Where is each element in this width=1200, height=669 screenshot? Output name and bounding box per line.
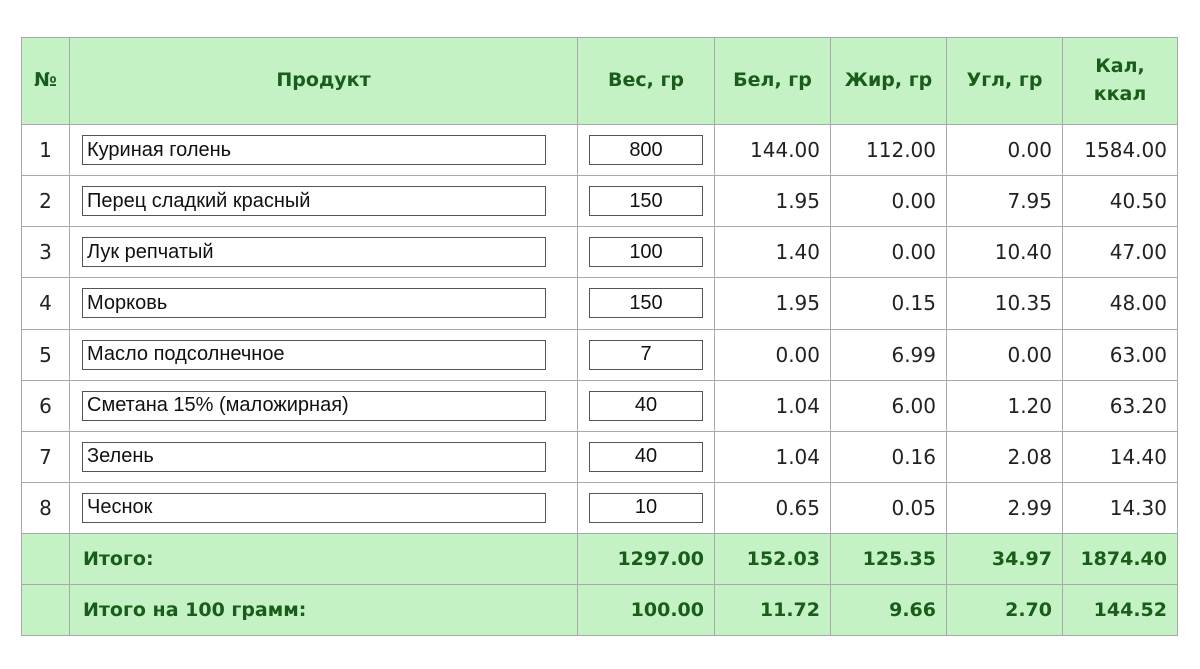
carbs-value: 7.95 bbox=[947, 176, 1063, 227]
calories-value: 48.00 bbox=[1063, 278, 1178, 329]
carbs-value: 2.08 bbox=[947, 431, 1063, 482]
row-number: 1 bbox=[22, 125, 70, 176]
header-protein: Бел, гр bbox=[715, 38, 831, 125]
protein-value: 1.04 bbox=[715, 380, 831, 431]
calories-value: 63.20 bbox=[1063, 380, 1178, 431]
product-name-input[interactable]: Сметана 15% (маложирная) bbox=[82, 391, 546, 421]
per100-weight: 100.00 bbox=[578, 585, 715, 636]
fat-value: 112.00 bbox=[831, 125, 947, 176]
table-row bbox=[22, 278, 1178, 329]
fat-value: 0.15 bbox=[831, 278, 947, 329]
protein-value: 1.04 bbox=[715, 431, 831, 482]
calories-value: 14.30 bbox=[1063, 482, 1178, 533]
table-row bbox=[22, 329, 1178, 380]
fat-value: 0.16 bbox=[831, 431, 947, 482]
fat-value: 0.00 bbox=[831, 176, 947, 227]
carbs-value: 1.20 bbox=[947, 380, 1063, 431]
row-number: 6 bbox=[22, 380, 70, 431]
per100-row bbox=[22, 585, 1178, 636]
weight-input[interactable]: 800 bbox=[589, 135, 703, 165]
carbs-value: 0.00 bbox=[947, 125, 1063, 176]
fat-value: 0.00 bbox=[831, 227, 947, 278]
fat-value: 6.00 bbox=[831, 380, 947, 431]
product-name-input[interactable]: Перец сладкий красный bbox=[82, 186, 546, 216]
product-name-input[interactable]: Зелень bbox=[82, 442, 546, 472]
header-carbs: Угл, гр bbox=[947, 38, 1063, 125]
total-row bbox=[22, 534, 1178, 585]
protein-value: 0.65 bbox=[715, 482, 831, 533]
total-calories: 1874.40 bbox=[1063, 534, 1178, 585]
weight-input[interactable]: 7 bbox=[589, 340, 703, 370]
header-weight: Вес, гр bbox=[578, 38, 715, 125]
row-number: 4 bbox=[22, 278, 70, 329]
header-num: № bbox=[22, 38, 70, 125]
row-number: 3 bbox=[22, 227, 70, 278]
protein-value: 144.00 bbox=[715, 125, 831, 176]
row-number: 5 bbox=[22, 329, 70, 380]
per100-carbs: 2.70 bbox=[947, 585, 1063, 636]
table-row bbox=[22, 125, 1178, 176]
calories-value: 14.40 bbox=[1063, 431, 1178, 482]
total-protein: 152.03 bbox=[715, 534, 831, 585]
nutrition-table bbox=[21, 37, 1178, 636]
header-calories bbox=[1063, 38, 1178, 125]
header-calories-line1: Кал, bbox=[1095, 55, 1145, 78]
header-row bbox=[22, 38, 1178, 125]
table-row bbox=[22, 227, 1178, 278]
row-number: 7 bbox=[22, 431, 70, 482]
header-calories-line2: ккал bbox=[1093, 83, 1147, 105]
product-name-input[interactable]: Морковь bbox=[82, 288, 546, 318]
calories-value: 47.00 bbox=[1063, 227, 1178, 278]
per100-calories: 144.52 bbox=[1063, 585, 1178, 636]
protein-value: 0.00 bbox=[715, 329, 831, 380]
weight-input[interactable]: 150 bbox=[589, 288, 703, 318]
total-weight: 1297.00 bbox=[578, 534, 715, 585]
weight-input[interactable]: 150 bbox=[589, 186, 703, 216]
per100-fat: 9.66 bbox=[831, 585, 947, 636]
total-carbs: 34.97 bbox=[947, 534, 1063, 585]
weight-input[interactable]: 10 bbox=[589, 493, 703, 523]
carbs-value: 2.99 bbox=[947, 482, 1063, 533]
row-number: 8 bbox=[22, 482, 70, 533]
product-name-input[interactable]: Чеснок bbox=[82, 493, 546, 523]
per100-protein: 11.72 bbox=[715, 585, 831, 636]
row-number: 2 bbox=[22, 176, 70, 227]
fat-value: 6.99 bbox=[831, 329, 947, 380]
protein-value: 1.95 bbox=[715, 176, 831, 227]
carbs-value: 0.00 bbox=[947, 329, 1063, 380]
product-name-input[interactable]: Лук репчатый bbox=[82, 237, 546, 267]
table-row bbox=[22, 380, 1178, 431]
carbs-value: 10.40 bbox=[947, 227, 1063, 278]
header-product: Продукт bbox=[70, 38, 578, 125]
calories-value: 1584.00 bbox=[1063, 125, 1178, 176]
table-row bbox=[22, 431, 1178, 482]
product-name-input[interactable]: Масло подсолнечное bbox=[82, 340, 546, 370]
product-name-input[interactable]: Куриная голень bbox=[82, 135, 546, 165]
weight-input[interactable]: 40 bbox=[589, 442, 703, 472]
weight-input[interactable]: 100 bbox=[589, 237, 703, 267]
table-row bbox=[22, 176, 1178, 227]
calories-value: 40.50 bbox=[1063, 176, 1178, 227]
fat-value: 0.05 bbox=[831, 482, 947, 533]
total-label: Итого: bbox=[70, 534, 578, 585]
protein-value: 1.95 bbox=[715, 278, 831, 329]
calories-value: 63.00 bbox=[1063, 329, 1178, 380]
table-row bbox=[22, 482, 1178, 533]
total-fat: 125.35 bbox=[831, 534, 947, 585]
carbs-value: 10.35 bbox=[947, 278, 1063, 329]
per100-label: Итого на 100 грамм: bbox=[70, 585, 578, 636]
protein-value: 1.40 bbox=[715, 227, 831, 278]
header-fat: Жир, гр bbox=[831, 38, 947, 125]
weight-input[interactable]: 40 bbox=[589, 391, 703, 421]
